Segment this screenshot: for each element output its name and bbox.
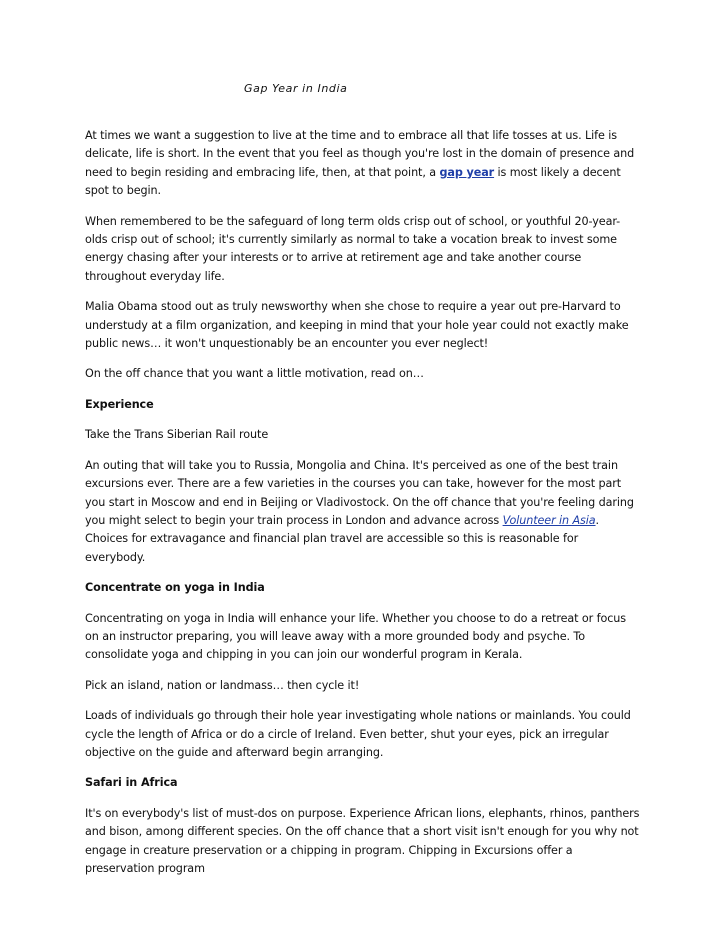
paragraph-cycle-detail: Loads of individuals go through their hole year investigating whole nations or mainlands. You could cycle the length of Africa or do a circle of Ireland. Even better, shut your eyes, pick an irregular objective on the guide and afterward begin arranging.: [85, 709, 631, 759]
paragraph-cycle: Pick an island, nation or landmass… then cycle it!: [85, 678, 360, 692]
paragraph-intro-text: At times we want a suggestion to live at the time and to embrace all that life tosses at us. Life is delicate, life is short. In the event that you feel as though you're lost in the domain of presence and need to begin residing and embracing life, then, at that point, a: [85, 129, 635, 179]
paragraph-train-journey: [85, 457, 640, 567]
paragraph-train-journey-tail: . Choices for extravagance and financial plan travel are accessible so this is reasonable for everybody.: [85, 513, 600, 564]
document-title: Gap Year in India: [244, 82, 348, 95]
heading-yoga: Concentrate on yoga in India: [85, 581, 265, 595]
paragraph-malia-obama: Malia Obama stood out as truly newsworthy when she chose to require a year out pre-Harvard to understudy at a film organization, and keeping in mind that your hole year could not exactly make public news… it won't unquestionably be an encounter you ever neglect!: [85, 300, 629, 351]
heading-safari: Safari in Africa: [85, 776, 178, 790]
paragraph-intro: [85, 127, 640, 201]
heading-experience: Experience: [85, 397, 154, 411]
document-body: [85, 127, 640, 890]
gap-year-link[interactable]: gap year: [439, 165, 495, 179]
paragraph-intro-tail: is most likely a decent spot to begin.: [85, 165, 621, 198]
paragraph-train-journey-text: An outing that will take you to Russia, Mongolia and China. It's perceived as one of the best train excursions ever. There are a few varieties in the courses you can take, however for the most part you start in Moscow and end in Beijing or Vladivostock. On the off chance that you're feeling daring you might select to begin your train process in London and advance across: [85, 458, 634, 527]
paragraph-yoga: Concentrating on yoga in India will enhance your life. Whether you choose to do a retreat or focus on an instructor preparing, you will leave away with a more grounded body and psyche. To consolidate yoga and chipping in you can join our wonderful program in Kerala.: [85, 611, 626, 662]
paragraph-career-break: When remembered to be the safeguard of long term olds crisp out of school, or youthful 20-year-olds crisp out of school; it's currently similarly as normal to take a vocation break to invest some energy chasing after your interests or to arrive at retirement age and take another course throughout everyday life.: [85, 214, 621, 283]
paragraph-trans-siberian: Take the Trans Siberian Rail route: [85, 428, 269, 442]
paragraph-motivation: On the off chance that you want a little motivation, read on…: [85, 367, 424, 381]
volunteer-in-asia-link[interactable]: Volunteer in Asia: [502, 513, 596, 527]
paragraph-safari: It's on everybody's list of must-dos on purpose. Experience African lions, elephants, rhinos, panthers and bison, among different species. On the off chance that a short visit isn't enough for you why not engage in creature preservation or a chipping in program. Chipping in Excursions offer a preservation program: [85, 806, 640, 875]
